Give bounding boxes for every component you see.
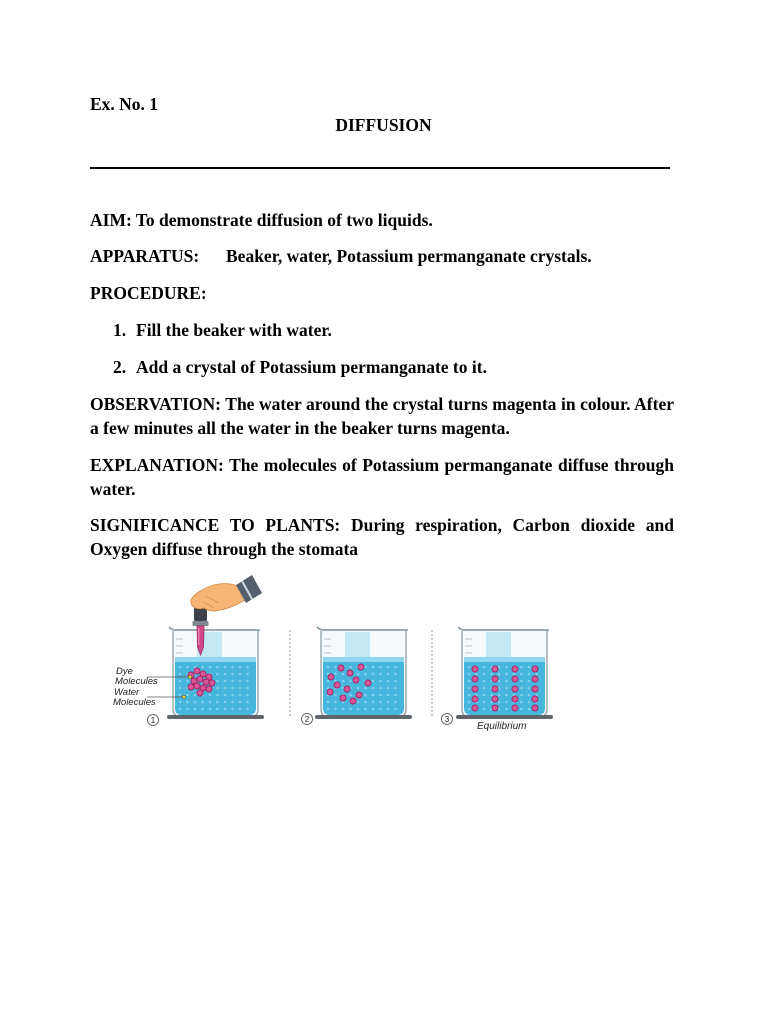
explanation-text: The molecules of Potassium permanganate diffuse through water. [90,455,675,499]
water-molecule [498,694,501,697]
dye-molecule [334,682,340,688]
water-molecule [483,680,486,683]
dye-molecule [344,686,350,692]
water-molecule [483,708,486,711]
water-molecule [372,701,375,704]
step-text: Add a crystal of Potassium permanganate to it. [136,357,487,377]
water-molecule [483,694,486,697]
hand [191,584,245,611]
light-stripe [486,632,511,659]
apparatus-label: APPARATUS: [90,246,200,266]
water-molecule [372,687,375,690]
dye-molecule [512,686,518,692]
water-surface [323,657,404,662]
water-molecule [231,708,234,711]
water-molecule [387,666,390,669]
water-pointer-dot [182,695,186,699]
dye-molecule [328,674,334,680]
dropper-collar [193,621,209,626]
water-molecule [224,666,227,669]
water-molecule [224,708,227,711]
aim-section [90,208,674,232]
water-molecule [334,673,337,676]
dye-molecule [209,680,215,686]
water-molecule [246,701,249,704]
dye-molecule [472,676,478,682]
water-molecule [372,666,375,669]
water-molecule [528,708,531,711]
dye-molecule [350,698,356,704]
water-molecule [334,694,337,697]
water-molecule [372,708,375,711]
water-molecule [357,708,360,711]
water-molecule [364,694,367,697]
water-molecule [231,680,234,683]
dye-molecule [512,696,518,702]
beaker-rim [317,627,408,630]
water-surface [175,657,256,662]
dye-molecule [532,696,538,702]
dye-molecule [492,705,498,711]
water-molecule [179,680,182,683]
water-molecule [179,708,182,711]
water-molecule [186,680,189,683]
procedure-step [90,355,674,379]
water-molecule [387,694,390,697]
beaker-base [456,715,553,719]
water-molecule [468,680,471,683]
light-stripe [345,632,370,659]
dye-molecule [512,666,518,672]
beaker-2 [315,627,412,719]
dye-molecule [203,679,209,685]
water-molecule [528,680,531,683]
water-molecule [186,694,189,697]
water-molecule [209,666,212,669]
water-molecule [379,666,382,669]
observation-text: The water around the crystal turns magenta in colour. After a few minutes all the water in the beaker turns magenta. [90,394,674,438]
water-molecule [505,694,508,697]
water-molecule [179,694,182,697]
water-molecule [334,701,337,704]
dye-molecule [492,666,498,672]
water-molecule [379,687,382,690]
water-molecule [468,687,471,690]
water-molecule [186,708,189,711]
water-molecule [216,673,219,676]
diffusion-figure [100,570,570,740]
water-molecule [224,694,227,697]
dye-molecule [358,664,364,670]
water-molecule [372,694,375,697]
water-molecule [483,673,486,676]
water-molecule [216,694,219,697]
water-molecule [239,701,242,704]
water-molecule [505,687,508,690]
water-molecule [520,680,523,683]
water-molecule [520,694,523,697]
water-molecule [387,708,390,711]
hand-illustration [191,575,262,611]
water-molecule [394,673,397,676]
step-number: 2. [113,357,127,377]
apparatus-section [90,244,674,268]
water-molecule [327,708,330,711]
water-molecule [364,673,367,676]
dye-molecule [472,666,478,672]
water-molecule [364,708,367,711]
dye-molecule [197,690,203,696]
beaker-base [167,715,264,719]
water-molecule [186,666,189,669]
water-molecule [528,666,531,669]
dye-molecule [492,676,498,682]
step-text: Fill the beaker with water. [136,320,332,340]
water-molecule [394,701,397,704]
water-molecule [468,708,471,711]
explanation-section [90,453,674,501]
water-molecule [342,708,345,711]
water-molecule [520,708,523,711]
aim-label: AIM: [90,210,132,230]
water-molecule [394,687,397,690]
water-molecule [216,708,219,711]
procedure-label: PROCEDURE: [90,283,207,303]
water-molecule [394,708,397,711]
water-molecule [505,666,508,669]
beaker-1 [167,627,264,719]
water-molecule [528,687,531,690]
water-molecule [483,666,486,669]
water-molecule [239,694,242,697]
water-label: Molecules [113,697,156,708]
water-molecule [239,687,242,690]
water-molecule [528,701,531,704]
dye-molecule [356,692,362,698]
water-molecule [364,701,367,704]
water-molecule [468,666,471,669]
water-molecule [246,687,249,690]
water-molecule [179,666,182,669]
water-molecule [231,701,234,704]
beaker-rim [169,627,260,630]
dye-molecule [327,689,333,695]
water-molecule [364,687,367,690]
water-molecule [468,701,471,704]
water-molecule [387,701,390,704]
dye-molecule [512,705,518,711]
dye-molecule [472,705,478,711]
water-molecule [239,680,242,683]
water-molecule [216,701,219,704]
dye-molecule [472,686,478,692]
water-molecule [349,666,352,669]
water-molecule [239,666,242,669]
water-surface [464,657,545,662]
stage-number: 2 [304,715,310,724]
explanation-label: EXPLANATION: [90,455,224,475]
beaker-3 [456,627,553,719]
dye-label: Molecules [115,676,158,687]
equilibrium-label: Equilibrium [477,721,527,732]
water-molecule [246,708,249,711]
water-molecule [224,673,227,676]
dye-molecule [188,684,194,690]
water-molecule [194,708,197,711]
dye-molecule [532,676,538,682]
water-molecule [246,673,249,676]
stage-number: 3 [444,715,450,724]
water-molecule [357,673,360,676]
water-molecule [379,708,382,711]
dye-label: Dye [116,666,133,677]
water-molecule [528,673,531,676]
water-molecule [224,687,227,690]
dye-pointer-dot [188,675,192,679]
water-molecule [498,673,501,676]
dye-molecule [194,668,200,674]
water-molecule [327,666,330,669]
water-molecule [498,701,501,704]
water-molecule [201,701,204,704]
water-molecule [224,680,227,683]
water-molecule [357,701,360,704]
water-label: Water [114,687,140,698]
water-molecule [520,687,523,690]
water-molecule [387,673,390,676]
dye-molecule [347,670,353,676]
water-molecule [194,701,197,704]
water-molecule [468,673,471,676]
water-molecule [246,680,249,683]
dye-molecule [206,686,212,692]
water-molecule [483,701,486,704]
significance-label: SIGNIFICANCE TO PLANTS: [90,515,341,535]
water-molecule [179,687,182,690]
procedure-step [90,318,674,342]
dye-molecule [492,686,498,692]
water-molecule [528,694,531,697]
dye-molecule [532,705,538,711]
water-molecule [379,673,382,676]
water-molecule [475,673,478,676]
water-molecule [334,666,337,669]
water-molecule [179,673,182,676]
water-molecule [394,680,397,683]
dye-molecule [512,676,518,682]
aim-text: To demonstrate diffusion of two liquids. [135,210,433,230]
water-molecule [239,708,242,711]
water-molecule [379,680,382,683]
significance-text: During respiration, Carbon dioxide and Oxygen diffuse through the stomata [90,515,674,559]
water-molecule [372,673,375,676]
water-molecule [209,708,212,711]
water-molecule [246,666,249,669]
beaker-rim [458,627,549,630]
water-molecule [520,673,523,676]
water-molecule [349,680,352,683]
water-molecule [186,701,189,704]
water-molecule [209,701,212,704]
dye-molecule [532,666,538,672]
dye-molecule [338,665,344,671]
water-molecule [231,687,234,690]
dye-molecule [197,676,203,682]
water-molecule [483,687,486,690]
water-molecule [505,708,508,711]
water-molecule [513,673,516,676]
dye-molecule [365,680,371,686]
water-molecule [394,694,397,697]
water-molecule [505,673,508,676]
page-title: DIFFUSION [335,115,432,135]
dye-molecule [353,677,359,683]
water-molecule [216,680,219,683]
beaker-base [315,715,412,719]
significance-section [90,513,674,561]
dye-molecule [194,683,200,689]
water-molecule [327,680,330,683]
water-molecule [535,673,538,676]
apparatus-text: Beaker, water, Potassium permanganate crystals. [226,246,592,266]
water-molecule [394,666,397,669]
water-molecule [468,694,471,697]
dye-molecule [532,686,538,692]
water-molecule [520,701,523,704]
water-molecule [239,673,242,676]
water-molecule [201,708,204,711]
dye-molecule [472,696,478,702]
water-molecule [209,694,212,697]
water-molecule [520,666,523,669]
water-molecule [179,701,182,704]
stage-number: 1 [150,716,156,725]
water-molecule [505,680,508,683]
water-molecule [490,694,493,697]
water-molecule [357,687,360,690]
water-molecule [379,694,382,697]
water-molecule [231,666,234,669]
water-molecule [342,673,345,676]
water-molecule [327,701,330,704]
observation-section [90,392,674,440]
water-molecule [201,666,204,669]
water-molecule [490,673,493,676]
dye-molecule [340,695,346,701]
dye-molecule [492,696,498,702]
water-molecule [194,694,197,697]
water-molecule [246,694,249,697]
water-molecule [231,694,234,697]
water-molecule [224,701,227,704]
water-molecule [372,680,375,683]
exercise-number: Ex. No. 1 [90,94,159,114]
water-molecule [216,666,219,669]
water-molecule [364,666,367,669]
water-molecule [379,701,382,704]
step-number: 1. [113,320,127,340]
water-molecule [342,680,345,683]
water-molecule [505,701,508,704]
water-molecule [334,708,337,711]
observation-label: OBSERVATION: [90,394,221,414]
title-divider [90,167,670,169]
water-molecule [349,694,352,697]
water-molecule [349,708,352,711]
water-molecule [231,673,234,676]
water-molecule [216,687,219,690]
water-molecule [387,680,390,683]
water-molecule [387,687,390,690]
